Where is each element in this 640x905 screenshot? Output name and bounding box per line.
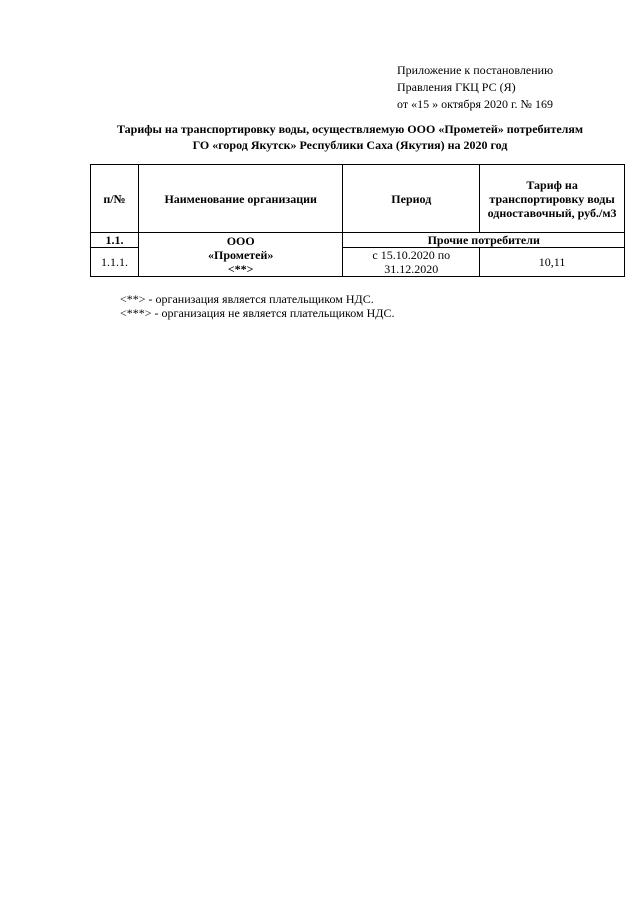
organization-line-1: ООО xyxy=(226,233,255,248)
row-period: с 15.10.2020 по 31.12.2020 xyxy=(343,248,480,277)
title-line-2: ГО «город Якутск» Республики Саха (Якутия) на 2020 год xyxy=(192,138,508,152)
row-number: 1.1.1. xyxy=(91,248,139,277)
consumer-category: Прочие потребители xyxy=(343,233,625,248)
appendix-line-3: от «15 » октября 2020 г. № 169 xyxy=(397,97,554,111)
row-tariff-value: 10,11 xyxy=(480,248,625,277)
organization-name-cell xyxy=(138,233,343,277)
title-line-1: Тарифы на транспортировку воды, осуществляемую ООО «Прометей» потребителям xyxy=(116,122,584,136)
appendix-header xyxy=(397,62,553,113)
document-title xyxy=(60,121,640,153)
footnotes xyxy=(120,292,394,320)
organization-line-3: <**> xyxy=(227,261,254,276)
group-number: 1.1. xyxy=(91,233,139,248)
appendix-line-2: Правления ГКЦ РС (Я) xyxy=(397,80,516,94)
appendix-line-1: Приложение к постановлению xyxy=(397,63,554,77)
header-number: п/№ xyxy=(91,165,139,233)
table-row-group xyxy=(91,233,625,248)
header-organization: Наименование организации xyxy=(138,165,343,233)
tariff-table xyxy=(90,164,625,277)
header-period: Период xyxy=(343,165,480,233)
footnote-2: <***> - организация не является плательщиком НДС. xyxy=(120,306,395,320)
table-header-row xyxy=(91,165,625,233)
header-tariff: Тариф на транспортировку воды одноставочный, руб./м3 xyxy=(480,165,625,233)
footnote-1: <**> - организация является плательщиком НДС. xyxy=(120,292,374,306)
organization-line-2: «Прометей» xyxy=(207,247,274,262)
